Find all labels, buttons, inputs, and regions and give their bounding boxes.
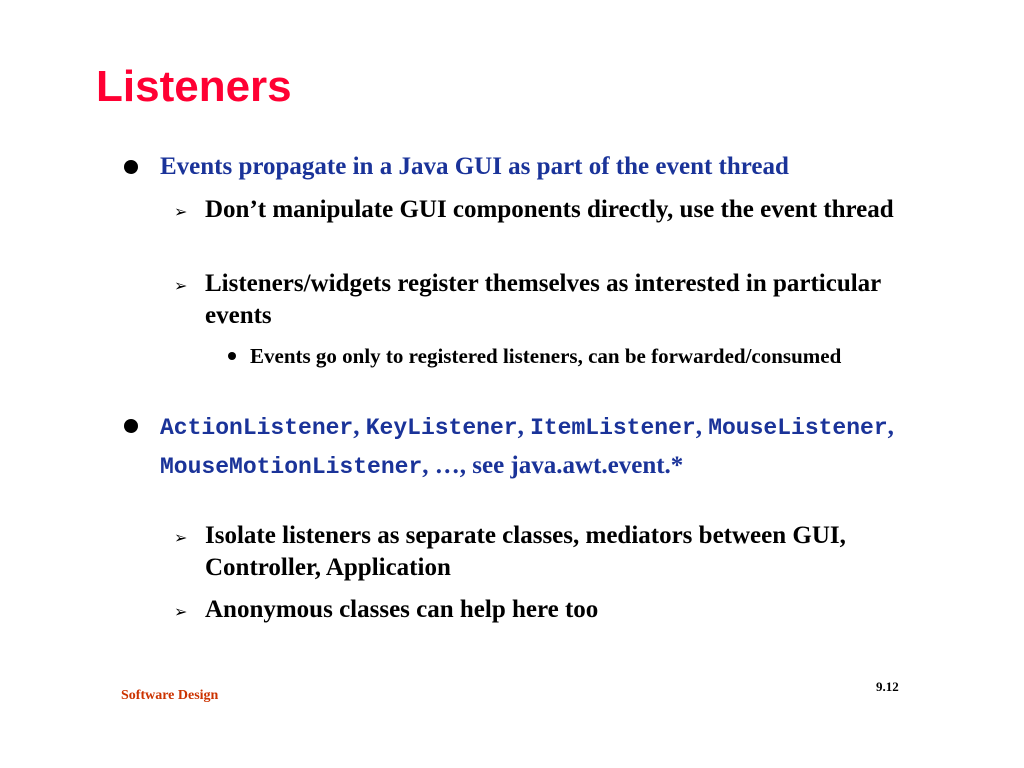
filled-circle-bullet-icon — [124, 160, 138, 174]
separator: , — [517, 413, 531, 440]
separator: , — [695, 413, 709, 440]
arrowhead-bullet-icon: ➢ — [174, 602, 188, 621]
bullet-level1-listener-types — [160, 408, 930, 486]
code-action-listener: ActionListener — [160, 415, 354, 441]
bullet-level2-anonymous-classes: Anonymous classes can help here too — [205, 596, 599, 623]
bullet-level3-events-go-only: Events go only to registered listeners, can be forwarded/consumed — [250, 344, 842, 368]
footer-course-name: Software Design — [121, 688, 219, 703]
small-dot-bullet-icon — [228, 352, 236, 360]
footer-page-number: 9.12 — [876, 679, 899, 694]
separator: , — [353, 413, 366, 440]
arrowhead-bullet-icon: ➢ — [174, 528, 188, 547]
slide-title: Listeners — [96, 62, 292, 111]
bullet-tail-text: , …, see java.awt.event.* — [422, 452, 684, 479]
code-mouse-motion-listener: MouseMotionListener — [160, 454, 423, 480]
code-item-listener: ItemListener — [530, 415, 696, 441]
code-mouse-listener: MouseListener — [708, 415, 888, 441]
code-key-listener: KeyListener — [365, 415, 518, 441]
bullet-level2-dont-manipulate: Don’t manipulate GUI components directly, use the event thread — [205, 196, 894, 223]
bullet-level2-isolate-listeners: Isolate listeners as separate classes, mediators between GUI, Controller, Application — [205, 522, 846, 581]
bullet-level2-listeners-register: Listeners/widgets register themselves as interested in particular events — [205, 270, 881, 329]
filled-circle-bullet-icon — [124, 419, 138, 433]
arrowhead-bullet-icon: ➢ — [174, 202, 188, 221]
bullet-level1-events-propagate: Events propagate in a Java GUI as part of the event thread — [160, 153, 789, 180]
arrowhead-bullet-icon: ➢ — [174, 276, 188, 295]
separator: , — [887, 413, 894, 440]
